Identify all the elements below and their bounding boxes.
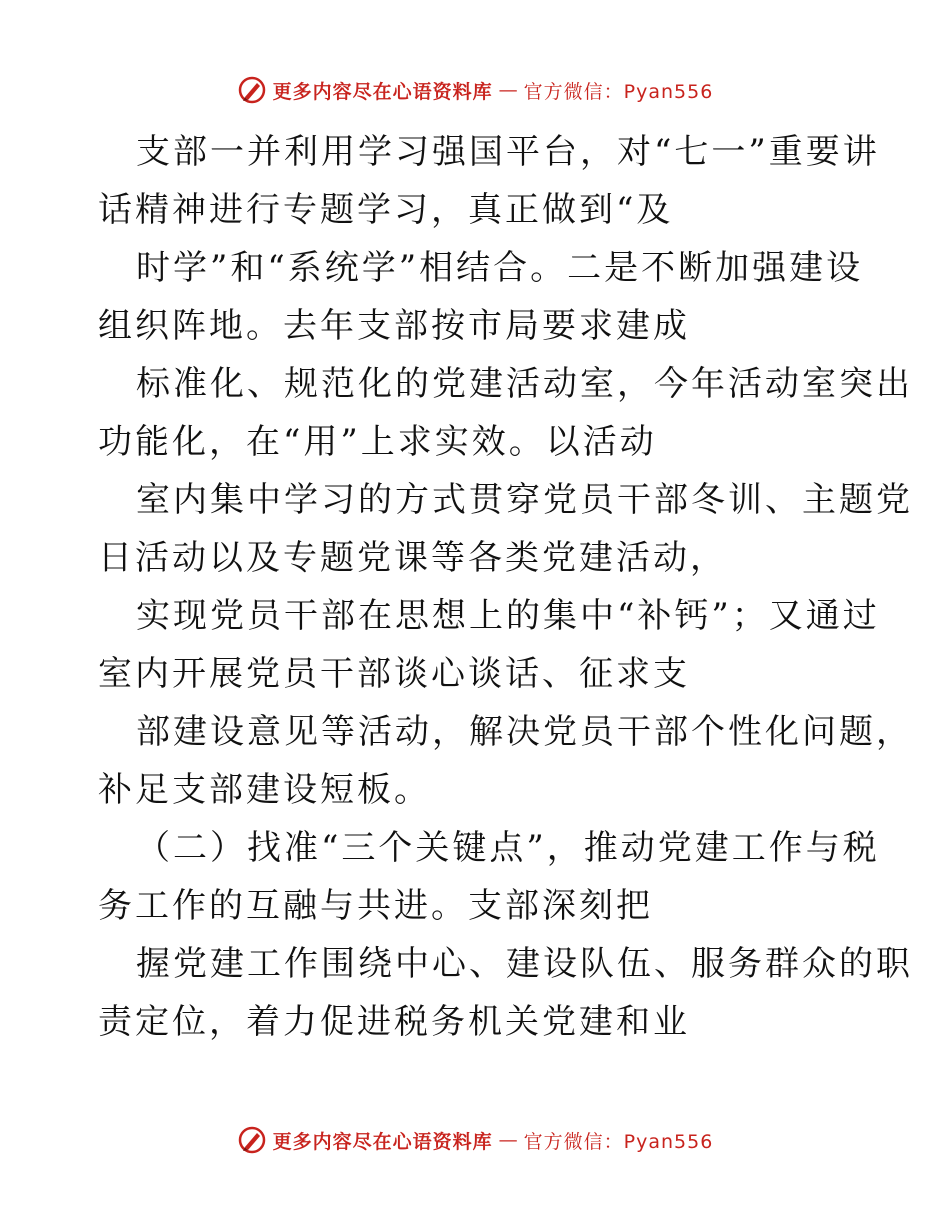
pen-logo-icon [237,75,267,105]
text-line: 室内开展党员干部谈心谈话、征求支 [98,654,690,694]
text-line: 补足支部建设短板。 [98,770,431,810]
text-line: 部建设意见等活动，解决党员干部个性化问题， [136,712,913,752]
banner-wechat-text: 官方微信：Pyan556 [523,1130,714,1153]
text-line: 务工作的互融与共进。支部深刻把 [98,886,653,926]
text-line: 室内集中学习的方式贯穿党员干部冬训、主题党 [136,480,913,520]
text-line: 时学”和“系统学”相结合。二是不断加强建设 [136,248,864,288]
text-line: 标准化、规范化的党建活动室，今年活动室突出 [136,364,913,404]
banner-dash: — [498,1129,518,1151]
banner-wechat-text: 官方微信：Pyan556 [523,80,714,103]
banner-main-text: 更多内容尽在心语资料库 [272,1130,493,1153]
banner-dash: — [498,79,518,101]
text-line: （二）找准“三个关键点”，推动党建工作与税 [136,828,880,868]
text-line: 责定位，着力促进税务机关党建和业 [98,1002,690,1042]
document-body [98,123,913,1051]
text-line: 支部一并利用学习强国平台，对“七一”重要讲 [136,132,880,172]
footer-banner [0,1120,950,1160]
banner-main-text: 更多内容尽在心语资料库 [272,80,493,103]
pen-logo-icon [237,1125,267,1155]
text-line: 组织阵地。去年支部按市局要求建成 [98,306,690,346]
text-line: 话精神进行专题学习，真正做到“及 [98,190,674,230]
header-banner [0,70,950,110]
text-line: 握党建工作围绕中心、建设队伍、服务群众的职 [136,944,913,984]
text-line: 功能化，在“用”上求实效。以活动 [98,422,657,462]
text-line: 实现党员干部在思想上的集中“补钙”；又通过 [136,596,880,636]
text-line: 日活动以及专题党课等各类党建活动， [98,538,727,578]
